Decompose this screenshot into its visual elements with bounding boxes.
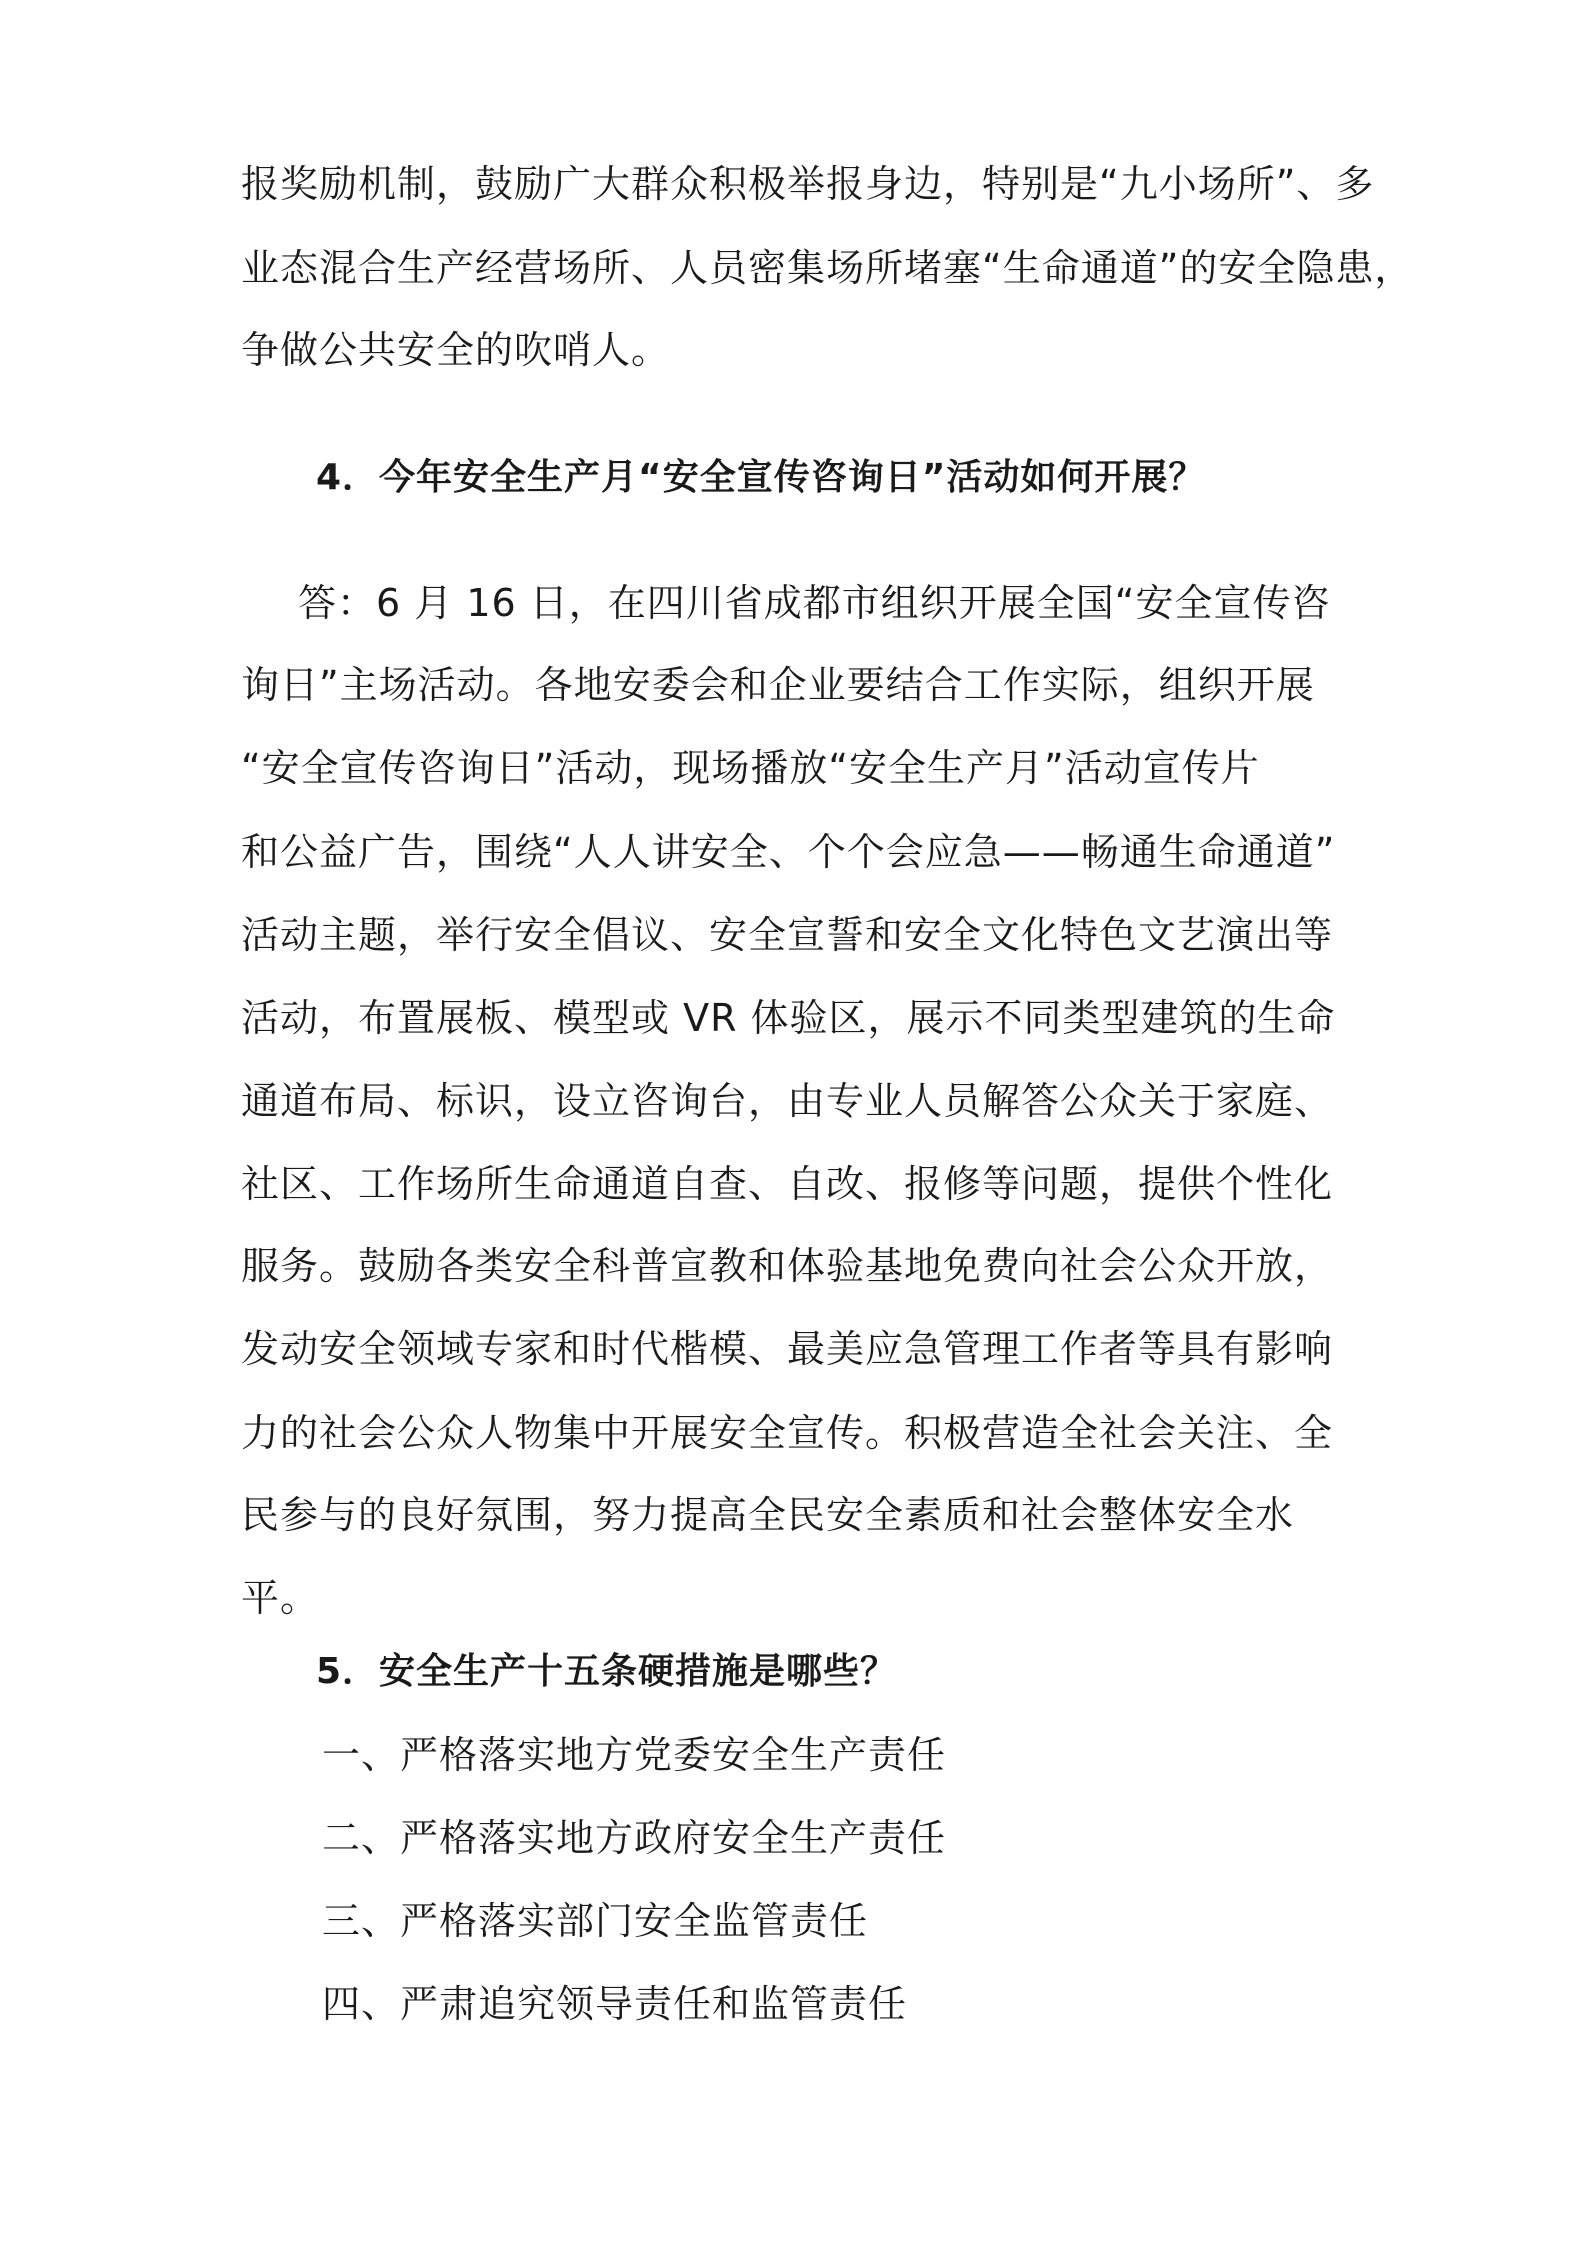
q4-answer-line: 平。 [241, 1576, 320, 1620]
intro-line: 争做公共安全的吹哨人。 [241, 328, 671, 372]
question-4-heading: 4．今年安全生产月“安全宣传咨询日”活动如何开展？ [316, 457, 1206, 498]
q4-answer-line: 和公益广告，围绕“人人讲安全、个个会应急——畅通生命通道” [241, 830, 1336, 874]
intro-line: 业态混合生产经营场所、人员密集场所堵塞“生命通道”的安全隐患， [241, 246, 1414, 290]
q4-answer-line: 发动安全领域专家和时代楷模、最美应急管理工作者等具有影响 [241, 1327, 1334, 1371]
q5-list-item: 三、严格落实部门安全监管责任 [322, 1899, 869, 1943]
q4-answer-line: 力的社会公众人物集中开展安全宣传。积极营造全社会关注、全 [241, 1411, 1334, 1455]
question-5-heading: 5．安全生产十五条硬措施是哪些？ [316, 1651, 898, 1692]
q4-answer-line: 活动，布置展板、模型或 VR 体验区，展示不同类型建筑的生命 [241, 996, 1336, 1040]
q4-answer-line: 答：6 月 16 日，在四川省成都市组织开展全国“安全宣传咨 [298, 581, 1331, 625]
q4-answer-line: 询日”主场活动。各地安委会和企业要结合工作实际，组织开展 [241, 663, 1315, 707]
q5-list-item: 二、严格落实地方政府安全生产责任 [322, 1816, 947, 1860]
q4-answer-line: 民参与的良好氛围，努力提高全民安全素质和社会整体安全水 [241, 1493, 1295, 1537]
q4-answer-line: 社区、工作场所生命通道自查、自改、报修等问题，提供个性化 [241, 1162, 1334, 1206]
q4-answer-line: 活动主题，举行安全倡议、安全宣誓和安全文化特色文艺演出等 [241, 913, 1334, 957]
q5-list-item: 一、严格落实地方党委安全生产责任 [322, 1733, 947, 1777]
q4-answer-line: 通道布局、标识，设立咨询台，由专业人员解答公众关于家庭、 [241, 1079, 1334, 1123]
intro-line: 报奖励机制，鼓励广大群众积极举报身边，特别是“九小场所”、多 [241, 162, 1375, 206]
q4-answer-line: 服务。鼓励各类安全科普宣教和体验基地免费向社会公众开放， [241, 1244, 1334, 1288]
q4-answer-line: “安全宣传咨询日”活动，现场播放“安全生产月”活动宣传片 [241, 746, 1260, 790]
q5-list-item: 四、严肃追究领导责任和监管责任 [322, 1982, 908, 2026]
